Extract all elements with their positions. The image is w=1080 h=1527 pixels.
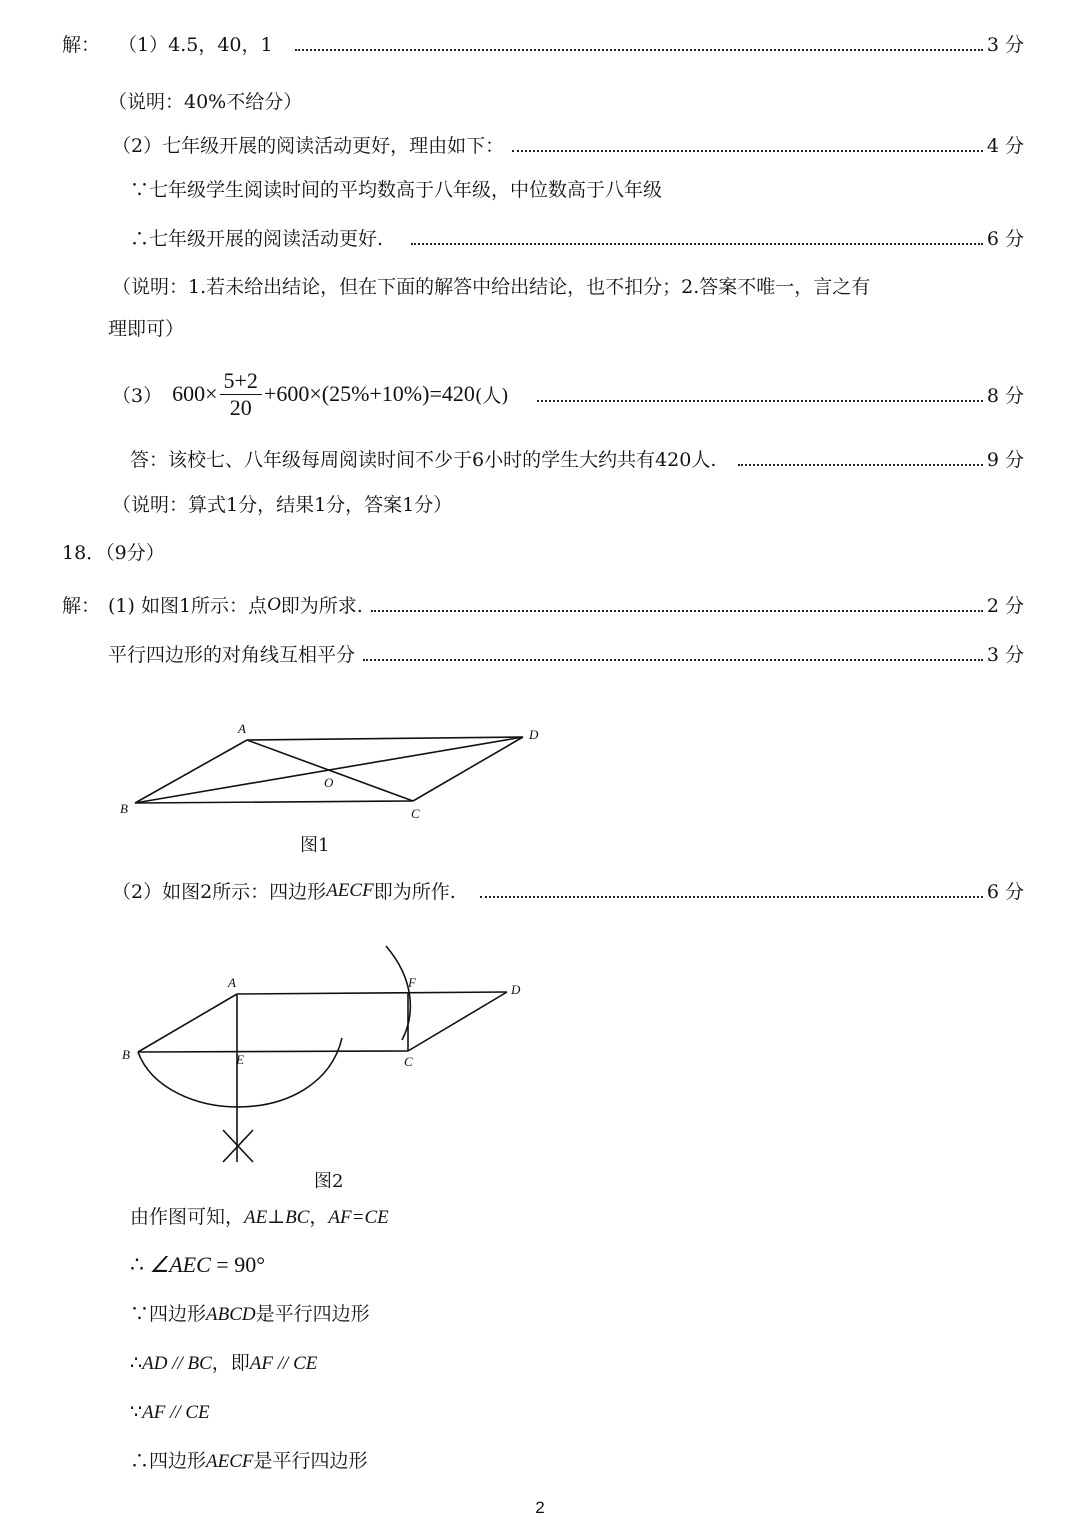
seg-bc: BC: [187, 1353, 212, 1374]
label-c: C: [404, 1054, 413, 1069]
leader-dots: [371, 596, 983, 612]
q18-part2-row: [112, 878, 1024, 902]
seg-af: AF: [249, 1353, 273, 1374]
proof-l4-mid: ，即: [211, 1352, 250, 1374]
label-d: D: [511, 982, 521, 997]
q17-part2-row: [112, 132, 1024, 156]
q17-part1-row: [62, 31, 1024, 55]
q17-because: ∵七年级学生阅读时间的平均数高于八年级，中位数高于八年级: [130, 179, 663, 201]
equation-part-b: +600×(25%+10%)=420: [263, 381, 475, 406]
proof-line-3: [130, 1302, 370, 1327]
q17-answer-row: [130, 446, 1024, 470]
leader-dots: [738, 450, 982, 466]
score: 4 分: [986, 134, 1024, 157]
label-d: D: [529, 727, 539, 742]
q17-note3: （说明：算式1分，结果1分，答案1分）: [112, 494, 453, 516]
proof-line-4: [130, 1351, 317, 1376]
proof-l3-pre: ∵四边形: [130, 1303, 207, 1325]
leader-dots: [480, 882, 983, 898]
equation-unit: (人): [474, 384, 509, 407]
leader-dots: [537, 386, 983, 402]
side-bc: [138, 1051, 408, 1052]
q18-part1-row: [62, 592, 1024, 616]
q17-part3-row: [112, 365, 1024, 423]
because-symbol: ∵: [130, 1401, 143, 1423]
therefore-symbol: ∴: [130, 1252, 150, 1277]
comma: ，: [309, 1206, 329, 1228]
figure-2-construction: [110, 940, 570, 1170]
q18-part1-post: 即为所求.: [280, 594, 363, 617]
page-number: 2: [535, 1498, 545, 1517]
q18-reason-text: 平行四边形的对角线互相平分: [108, 643, 356, 666]
score: 9 分: [986, 448, 1024, 471]
quad-abcd: ABCD: [206, 1304, 256, 1325]
label-a: A: [228, 975, 236, 990]
equation-part-a: 600×: [172, 381, 218, 406]
figure-1-parallelogram: [110, 715, 570, 865]
q18-part2-post: 即为所作.: [373, 880, 456, 903]
q17-part3-label: （3）: [112, 384, 163, 407]
figure-2-caption: 图2: [314, 1171, 344, 1192]
parallel-symbol: //: [167, 1353, 188, 1374]
score: 3 分: [986, 33, 1024, 56]
proof-line-1: [130, 1205, 389, 1230]
q18-part2-pre: （2）如图2所示：四边形: [112, 880, 327, 903]
leader-dots: [363, 645, 983, 661]
parallel-symbol: //: [165, 1402, 186, 1423]
proof-line-6: [130, 1449, 368, 1474]
solution-lead: 解：: [62, 33, 101, 56]
q18-reason-row: [108, 641, 1024, 665]
seg-bc: BC: [285, 1207, 310, 1228]
side-ad: [237, 992, 507, 994]
q17-part1-answer: （1）4.5，40，1: [118, 33, 273, 56]
parallel-symbol: //: [273, 1353, 294, 1374]
proof-line-2: [130, 1253, 265, 1277]
therefore-symbol: ∴: [130, 1352, 143, 1374]
solution-lead: 解：: [62, 594, 101, 617]
q18-part1-pre: (1) 如图1所示：点: [108, 594, 268, 617]
proof-l6-pre: ∴四边形: [130, 1450, 207, 1472]
label-f: F: [408, 975, 416, 990]
q17-note1: （说明：40%不给分）: [108, 91, 303, 113]
q17-therefore-text: ∴七年级开展的阅读活动更好.: [130, 227, 384, 250]
angle-value: = 90°: [210, 1252, 265, 1277]
seg-af: AF: [142, 1402, 166, 1423]
side-dc: [408, 992, 507, 1051]
score: 3 分: [986, 643, 1024, 666]
quad-aecf: AECF: [326, 879, 374, 901]
q17-note2-line1: （说明：1.若未给出结论，但在下面的解答中给出结论，也不扣分；2.答案不唯一，言之有: [112, 276, 871, 298]
label-c: C: [411, 806, 420, 821]
seg-ad: AD: [142, 1353, 168, 1374]
figure-1-caption: 图1: [300, 835, 330, 856]
label-o: O: [324, 775, 334, 790]
leader-dots: [512, 136, 983, 152]
proof-l6-post: 是平行四边形: [253, 1450, 368, 1472]
fraction-denominator: 20: [229, 394, 252, 420]
point-o: O: [267, 593, 281, 615]
perp-symbol: ⊥: [267, 1206, 286, 1228]
leader-dots: [411, 229, 983, 245]
proof-l1-pre: 由作图可知，: [130, 1206, 245, 1228]
seg-ce: CE: [293, 1353, 318, 1374]
q17-note2-line2: 理即可）: [108, 318, 185, 340]
score: 8 分: [986, 384, 1024, 407]
proof-line-5: [130, 1400, 210, 1425]
q17-part2-text: （2）七年级开展的阅读活动更好，理由如下：: [112, 134, 505, 157]
score: 6 分: [986, 227, 1024, 250]
q18-header: 18．（9分）: [62, 542, 165, 564]
construction-arc-lower: [138, 1038, 342, 1107]
score: 6 分: [986, 880, 1024, 903]
proof-l3-post: 是平行四边形: [255, 1303, 370, 1325]
label-b: B: [120, 801, 128, 816]
side-ab: [138, 994, 237, 1052]
seg-ce: CE: [185, 1402, 210, 1423]
angle-aec: ∠AEC: [149, 1252, 211, 1277]
seg-ae: AE: [244, 1207, 268, 1228]
label-b: B: [122, 1047, 130, 1062]
fraction: [220, 368, 262, 421]
af-equals-ce: AF=CE: [328, 1207, 389, 1228]
quad-aecf: AECF: [206, 1451, 254, 1472]
score: 2 分: [986, 594, 1024, 617]
q17-therefore-row: [130, 225, 1024, 249]
fraction-numerator: 5+2: [220, 368, 262, 395]
leader-dots: [295, 35, 983, 51]
side-bc: [135, 801, 413, 803]
side-ad: [247, 737, 523, 740]
label-e: E: [236, 1052, 244, 1067]
label-a: A: [238, 721, 246, 736]
q17-answer-text: 答：该校七、八年级每周阅读时间不少于6小时的学生大约共有420人.: [130, 448, 717, 471]
